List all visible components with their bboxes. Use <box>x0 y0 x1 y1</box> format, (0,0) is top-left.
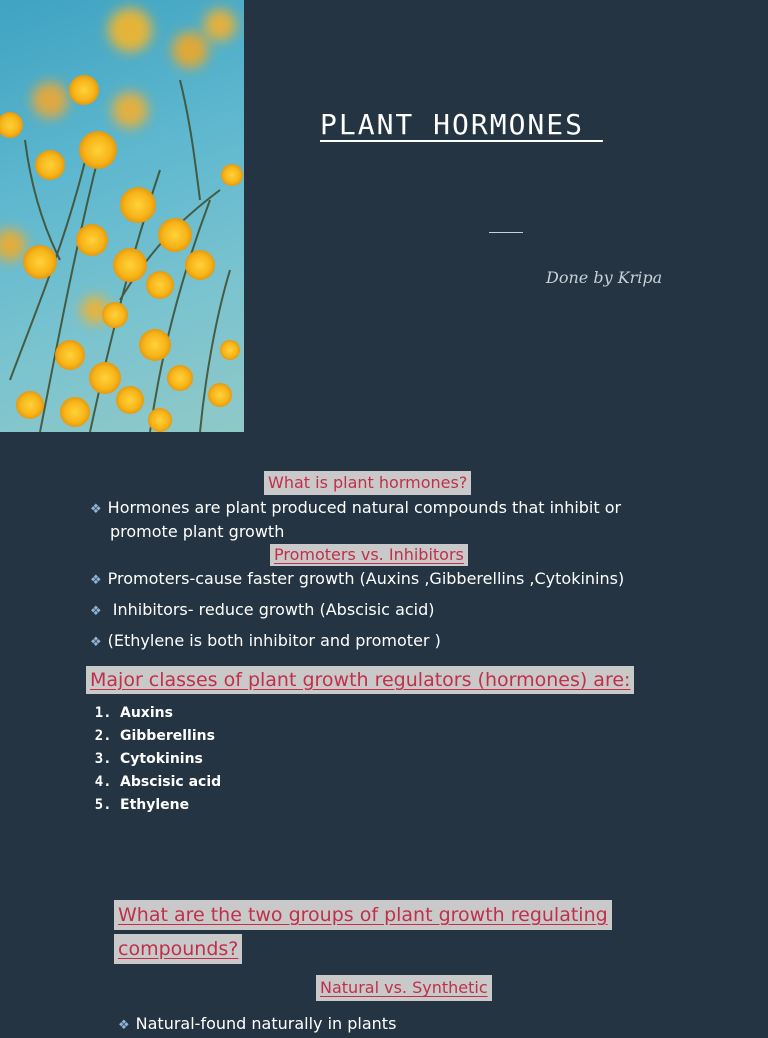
bullet-text: (Ethylene is both inhibitor and promoter ) <box>107 631 441 650</box>
bullet-natural <box>118 1012 396 1038</box>
list-item-text: Auxins <box>120 705 173 721</box>
bullet-text: Promoters-cause faster growth (Auxins ,Gibberellins ,Cytokinins) <box>107 569 625 588</box>
heading-text: Promoters vs. Inhibitors <box>274 545 464 564</box>
diamond-bullet-icon: ❖ <box>90 502 102 517</box>
diamond-bullet-icon: ❖ <box>90 604 102 619</box>
question-text: What is plant hormones? <box>268 473 468 492</box>
diamond-bullet-icon: ❖ <box>118 1018 130 1033</box>
bullet-text: Natural-found naturally in plants <box>135 1014 397 1033</box>
bullet-definition-cont <box>110 520 284 544</box>
heading-text: Major classes of plant growth regulators (hormones) are: <box>90 669 631 691</box>
bullet-inhibitors <box>90 598 435 624</box>
bullet-text: promote plant growth <box>110 522 285 541</box>
list-item-text: Gibberellins <box>120 728 215 744</box>
question-two-groups-line1 <box>114 900 612 930</box>
bullet-promoters <box>90 567 624 593</box>
question-text: What are the two groups of plant growth regulating <box>118 904 608 926</box>
list-item <box>120 771 221 794</box>
title-divider <box>489 232 523 233</box>
bullet-definition <box>90 496 621 522</box>
diamond-bullet-icon: ❖ <box>90 573 102 588</box>
list-item-text: Ethylene <box>120 797 190 813</box>
heading-text: Natural vs. Synthetic <box>320 978 488 997</box>
list-item <box>120 794 221 817</box>
author-byline: Done by Kripa <box>546 268 663 287</box>
list-item-text: Cytokinins <box>120 751 203 767</box>
question-what-is-plant-hormones <box>264 471 471 495</box>
list-item <box>120 702 221 725</box>
heading-major-classes <box>86 666 634 694</box>
yellow-flowers-photo <box>0 0 244 432</box>
bullet-text: Hormones are plant produced natural compounds that inhibit or <box>107 498 622 517</box>
diamond-bullet-icon: ❖ <box>90 635 102 650</box>
content-slide <box>0 440 768 1033</box>
bullet-text: Inhibitors- reduce growth (Abscisic acid) <box>107 600 435 619</box>
slide-title: PLANT HORMONES <box>320 108 603 141</box>
heading-promoters-vs-inhibitors <box>270 544 468 566</box>
hormone-classes-list <box>88 702 221 817</box>
question-two-groups-line2 <box>114 934 242 964</box>
list-item <box>120 748 221 771</box>
heading-natural-vs-synthetic <box>316 975 492 1001</box>
list-item <box>120 725 221 748</box>
question-text: compounds? <box>118 938 239 960</box>
bullet-ethylene <box>90 629 441 655</box>
list-item-text: Abscisic acid <box>120 774 222 790</box>
title-slide <box>0 0 768 440</box>
